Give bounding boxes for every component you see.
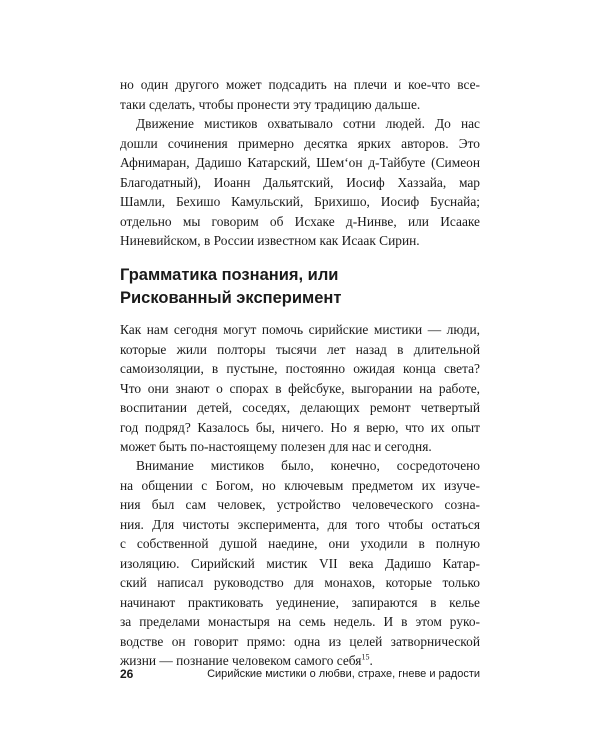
sentence-end: . bbox=[369, 653, 373, 668]
text-line: Что они знают о спорах в фейсбуке, выгорании на работе, bbox=[120, 380, 480, 396]
text-line: год подряд? Казалось бы, ничего. Но я верю, что их опыт bbox=[120, 419, 480, 435]
paragraph-mystics-attention bbox=[120, 456, 480, 671]
paragraph-continuation bbox=[120, 75, 480, 114]
text-line: изоляцию. Сирийский мистик VII века Дадишо Катар- bbox=[120, 555, 480, 571]
heading-line: Рискованный эксперимент bbox=[120, 289, 342, 307]
text-line: ния. Для чистоты эксперимента, для того чтобы остаться bbox=[120, 516, 480, 532]
text-line: может быть по-настоящему полезен для нас и сегодня. bbox=[120, 439, 432, 454]
text-line: Шамли, Бехишо Камульский, Брихишо, Иосиф Буснайа; bbox=[120, 194, 480, 209]
text-line: Движение мистиков охватывало сотни людей. До нас bbox=[136, 116, 480, 131]
text-line: дошли сочинения примерно десятка ярких авторов. Это bbox=[120, 135, 480, 151]
text-line: ния был сам человек, устройство человеческого созна- bbox=[120, 497, 480, 512]
page-number: 26 bbox=[120, 667, 134, 681]
text-line: Афнимаран, Дадишо Катарский, Шем‘он д-Тайбуте (Симеон bbox=[120, 155, 480, 170]
footnote-marker[interactable]: 15 bbox=[361, 652, 370, 662]
text-line: воспитании детей, соседях, делающих ремонт четвертый bbox=[120, 400, 480, 415]
text-line-content: жизни — познание человеком самого себя bbox=[120, 653, 362, 668]
text-line: на общении с Богом, но ключевым предметом их изуче- bbox=[120, 477, 480, 493]
text-line: Благодатный), Иоанн Дальятский, Иосиф Хаззайа, мар bbox=[120, 174, 480, 190]
text-line: таки сделать, чтобы пронести эту традицию дальше. bbox=[120, 96, 421, 112]
text-line: отдельно мы говорим об Исхаке д-Нинве, или Исааке bbox=[120, 213, 480, 229]
paragraph-mystics-authors bbox=[120, 114, 480, 251]
text-line: с собственной душой наедине, они уходили в полную bbox=[120, 536, 480, 551]
text-line: но один другого может подсадить на плечи и кое-что все- bbox=[120, 77, 480, 92]
text-line: которые жили полторы тысячи лет назад в длительной bbox=[120, 341, 480, 357]
text-line: водстве он говорит прямо: одна из целей затворнической bbox=[120, 633, 480, 649]
text-line: ский написал руководство для монахов, которые только bbox=[120, 575, 480, 590]
paragraph-how-mystics-help bbox=[120, 320, 480, 457]
text-line: Внимание мистиков было, конечно, сосредоточено bbox=[136, 458, 480, 473]
text-line: Ниневийском, в России известном как Исаак Сирин. bbox=[120, 233, 420, 248]
text-line: начинают практиковать уединение, запираются в келье bbox=[120, 594, 480, 610]
section-heading bbox=[120, 264, 480, 310]
heading-line: Грамматика познания, или bbox=[120, 266, 339, 284]
text-line: за пределами монастыря на семь недель. И в этом руко- bbox=[120, 614, 480, 629]
running-title: Сирийские мистики о любви, страхе, гневе и радости bbox=[207, 668, 480, 680]
text-line: самоизоляции, в пустыне, постоянно ожидая конца света? bbox=[120, 361, 480, 376]
text-line: Как нам сегодня могут помочь сирийские мистики — люди, bbox=[120, 322, 480, 337]
